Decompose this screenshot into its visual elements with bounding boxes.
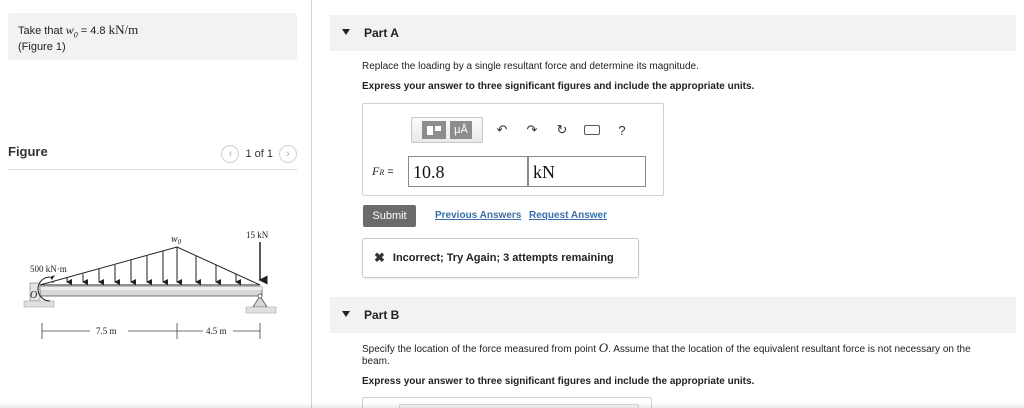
- template-buttons: [411, 117, 483, 143]
- part-a-instruction: Express your answer to three significant figures and include the appropriate units.: [362, 81, 755, 92]
- undo-icon[interactable]: ↶: [496, 122, 508, 137]
- answer-label: FR =: [372, 164, 394, 178]
- part-a-title: Part A: [364, 26, 399, 40]
- distributed-load-arrows: [53, 247, 236, 283]
- figure-title: Figure: [8, 144, 48, 159]
- part-b-prompt: Specify the location of the force measured from point O. Assume that the location of the equivalent resultant force is not necessary on the beam.: [362, 340, 971, 367]
- ground-left: [24, 301, 54, 307]
- part-b-header[interactable]: [330, 297, 1016, 333]
- figure-link[interactable]: (Figure 1): [18, 41, 66, 54]
- feedback-box: [362, 238, 639, 278]
- pin: [258, 294, 262, 298]
- caret-down-icon: [342, 311, 350, 317]
- templates-icon[interactable]: [422, 121, 446, 139]
- beam-highlight: [40, 287, 262, 290]
- ground-right: [246, 307, 276, 313]
- point-o-label: O: [30, 290, 38, 301]
- x-icon: ✖: [374, 250, 385, 265]
- part-a-header[interactable]: [330, 15, 1016, 51]
- bottom-shadow: [0, 402, 1024, 408]
- request-answer-link[interactable]: Request Answer: [529, 210, 607, 221]
- feedback-text: Incorrect; Try Again; 3 attempts remaining: [392, 252, 614, 264]
- load-outline: [40, 247, 260, 285]
- dim-right-label: 4.5 m: [206, 326, 227, 336]
- point-o-symbol: O: [598, 340, 609, 355]
- answer-value-input[interactable]: 10.8: [408, 156, 528, 187]
- moment-label: 500 kN·m: [30, 264, 67, 274]
- figure-pager: [221, 145, 297, 163]
- figure-pager-count: 1 of 1: [245, 148, 273, 160]
- keyboard-icon[interactable]: [584, 125, 600, 135]
- given-info-box: [8, 13, 297, 60]
- given-equals: = 4.8: [77, 25, 109, 37]
- redo-icon[interactable]: ↷: [526, 122, 538, 137]
- part-b-instruction: Express your answer to three significant figures and include the appropriate units.: [362, 376, 755, 387]
- answer-units-input[interactable]: kN: [528, 156, 646, 187]
- w0-label: $w_0$: [171, 234, 182, 246]
- math-toolbar: [411, 117, 637, 143]
- dim-left-label: 7.5 m: [96, 326, 117, 336]
- units-button[interactable]: μÅ: [450, 121, 472, 139]
- moment-arrowhead: [50, 275, 55, 280]
- figure-header: [8, 140, 297, 170]
- beam-figure: [20, 225, 280, 350]
- given-unit: kN/m: [108, 22, 139, 37]
- chevron-left-icon[interactable]: ‹: [221, 145, 239, 163]
- submit-button[interactable]: Submit: [363, 205, 416, 227]
- previous-answers-link[interactable]: Previous Answers: [435, 210, 522, 221]
- help-button[interactable]: ?: [618, 122, 626, 138]
- column-divider: [311, 0, 312, 408]
- part-b-title: Part B: [364, 308, 400, 322]
- part-a-prompt: Replace the loading by a single resultant force and determine its magnitude.: [362, 61, 699, 72]
- point-load-label: 15 kN: [246, 230, 269, 240]
- given-prefix: Take that: [18, 25, 66, 37]
- caret-down-icon: [342, 29, 350, 35]
- reset-icon[interactable]: ↻: [556, 122, 568, 137]
- given-statement: [18, 23, 287, 41]
- chevron-right-icon[interactable]: ›: [279, 145, 297, 163]
- w0-variable: $w_0$: [65, 23, 78, 40]
